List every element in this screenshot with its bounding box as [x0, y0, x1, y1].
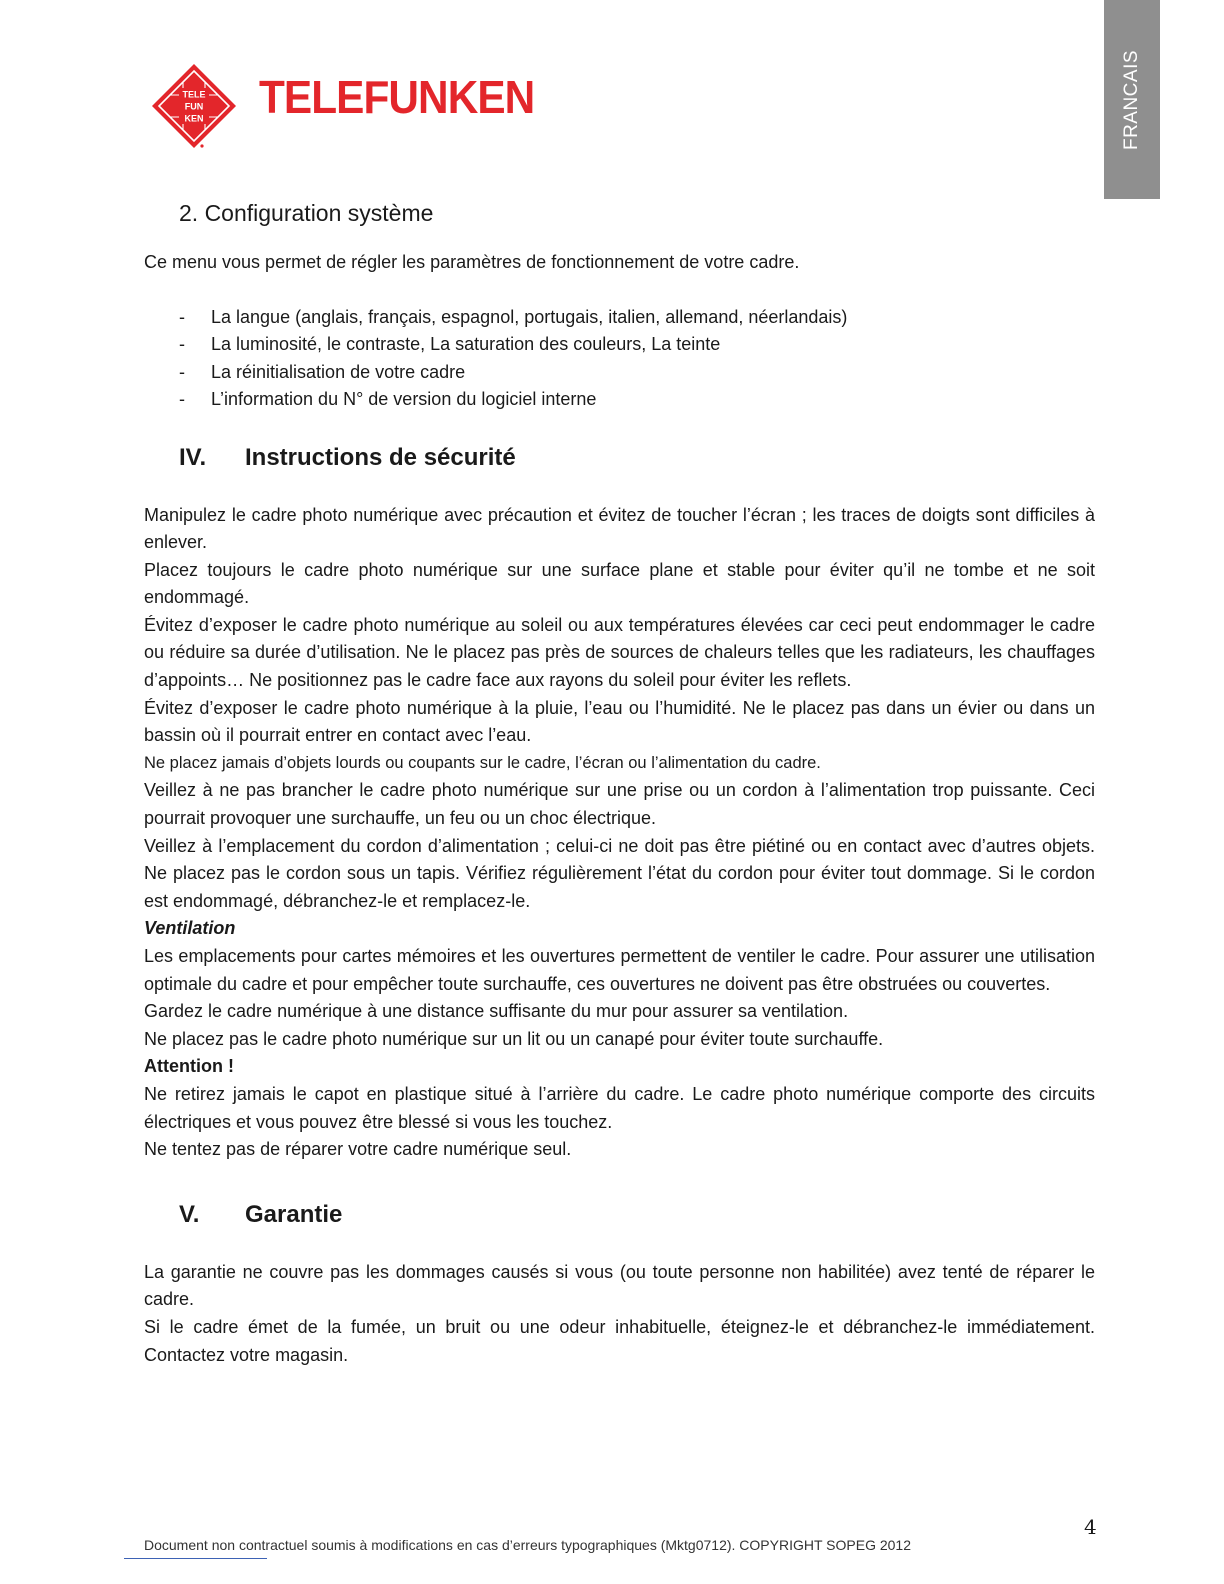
list-item [144, 386, 1095, 414]
list-item [144, 359, 1095, 387]
list-bullet: - [179, 306, 185, 327]
safety-paragraph: Veillez à ne pas brancher le cadre photo numérique sur une prise ou un cordon à l’alimentation trop puissante. Ceci pourrait provoquer une surchauffe, un feu ou un choc électrique. [144, 780, 1095, 829]
list-item-text: L’information du N° de version du logiciel interne [211, 389, 597, 409]
safety-paragraph: Veillez à l’emplacement du cordon d’alimentation ; celui-ci ne doit pas être piétiné ou en contact avec d’autres objets. Ne placez pas le cordon sous un tapis. Vérifiez régulièrement l’état du cordon pour éviter tout dommage. Si le cordon est endommagé, débranchez-le et remplacez-le. [144, 835, 1095, 911]
logo-letters-2: FUN [184, 101, 204, 112]
safety-paragraph: Évitez d’exposer le cadre photo numérique à la pluie, l’eau ou l’humidité. Ne le placez pas dans un évier ou dans un bassin où il pourrait entrer en contact avec l’eau. [144, 697, 1095, 746]
list-item [144, 304, 1095, 332]
telefunken-logo [150, 62, 535, 152]
safety-section-heading [144, 441, 1095, 475]
language-tab-label: FRANCAIS [1121, 49, 1142, 150]
list-bullet: - [179, 334, 185, 354]
config-section-title: 2. Configuration système [179, 200, 434, 226]
list-item [144, 331, 1095, 359]
guarantee-section-heading [144, 1198, 1095, 1232]
guarantee-section-title: Garantie [245, 1200, 343, 1228]
safety-paragraph: Placez toujours le cadre photo numérique sur une surface plane et stable pour éviter qu’il ne tombe et ne soit endommagé. [144, 559, 1095, 608]
safety-paragraph: Ne tentez pas de réparer votre cadre numérique seul. [144, 1139, 572, 1160]
safety-paragraph: Manipulez le cadre photo numérique avec précaution et évitez de toucher l’écran ; les traces de doigts sont difficiles à enlever. [144, 504, 1095, 553]
document-body [144, 196, 1095, 1369]
page-number: 4 [1084, 1515, 1097, 1539]
safety-instructions [144, 502, 1095, 1164]
safety-paragraph: Évitez d’exposer le cadre photo numérique au soleil ou aux températures élevées car ceci peut endommager le cadre ou réduire sa durée d’utilisation. Ne le placez pas près de sources de chaleurs telles que les radiateurs, les chauffages d’appoints… Ne positionnez pas le cadre face aux rayons du soleil pour éviter les reflets. [144, 614, 1095, 691]
footer-rule [124, 1558, 267, 1559]
safety-paragraph: Gardez le cadre numérique à une distance suffisante du mur pour assurer sa ventilation. [144, 1001, 849, 1022]
config-feature-list [144, 304, 1095, 414]
brand-name: TELEFUNKEN [259, 71, 535, 123]
guarantee-paragraph: La garantie ne couvre pas les dommages causés si vous (ou toute personne non habilitée) avez tenté de réparer le cadre. [144, 1261, 1095, 1310]
config-intro: Ce menu vous permet de régler les paramètres de fonctionnement de votre cadre. [144, 252, 800, 272]
safety-section-title: Instructions de sécurité [245, 443, 516, 471]
safety-section-number: IV. [179, 443, 207, 471]
logo-letters-1: TELE [182, 89, 206, 100]
attention-heading: Attention ! [144, 1056, 234, 1077]
language-tab [1104, 0, 1160, 199]
guarantee-section-number: V. [179, 1200, 200, 1228]
list-item-text: La luminosité, le contraste, La saturation des couleurs, La teinte [211, 334, 721, 354]
footer-disclaimer: Document non contractuel soumis à modifications en cas d’erreurs typographiques (Mktg0712). COPYRIGHT SOPEG 2012 [144, 1537, 911, 1553]
list-item-text: La réinitialisation de votre cadre [211, 361, 466, 382]
safety-paragraph: Ne retirez jamais le capot en plastique situé à l’arrière du cadre. Le cadre photo numérique comporte des circuits électriques et vous pouvez être blessé si vous les touchez. [144, 1083, 1095, 1132]
safety-paragraph: Ne placez jamais d’objets lourds ou coupants sur le cadre, l’écran ou l’alimentation du cadre. [144, 753, 821, 772]
list-bullet: - [179, 361, 185, 382]
safety-paragraph: Les emplacements pour cartes mémoires et les ouvertures permettent de ventiler le cadre. Pour assurer une utilisation optimale du cadre et pour empêcher toute surchauffe, ces ouvertures ne doivent pas être obstruées ou couvertes. [144, 946, 1095, 994]
ventilation-heading: Ventilation [144, 918, 236, 939]
safety-paragraph: Ne placez pas le cadre photo numérique sur un lit ou un canapé pour éviter toute surchauffe. [144, 1028, 884, 1049]
list-item-text: La langue (anglais, français, espagnol, portugais, italien, allemand, néerlandais) [211, 306, 848, 327]
telefunken-diamond-icon [150, 62, 238, 150]
list-bullet: - [179, 389, 185, 409]
guarantee-text [144, 1259, 1095, 1369]
guarantee-paragraph: Si le cadre émet de la fumée, un bruit ou une odeur inhabituelle, éteignez-le et débranchez-le immédiatement. Contactez votre magasin. [144, 1316, 1095, 1365]
logo-letters-3: KEN [184, 113, 204, 124]
